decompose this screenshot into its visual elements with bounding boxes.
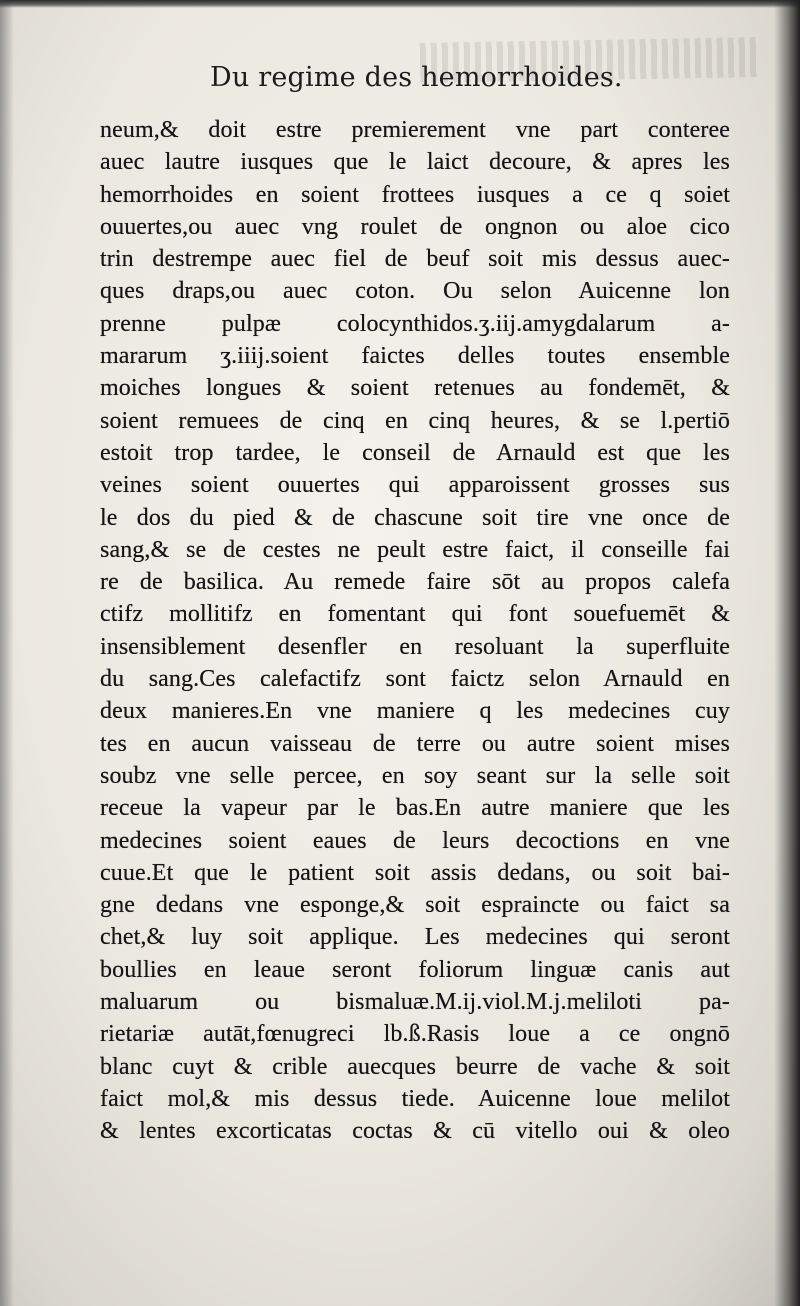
text-line: rietariæ autāt,fœnugreci lb.ß.Rasis loue a ce ongnō [100, 1021, 730, 1048]
text-line: deux manieres.En vne maniere q les medecines cuy [100, 698, 730, 725]
text-line: soubz vne selle percee, en soy seant sur la selle soit [100, 762, 730, 789]
text-line: du sang.Ces calefactifz sont faictz selon Arnauld en [100, 666, 730, 693]
text-line: re de basilica. Au remede faire sōt au propos calefa [100, 569, 730, 596]
text-line: trin destrempe auec fiel de beuf soit mis dessus auec- [100, 246, 730, 273]
text-line: receue la vapeur par le bas.En autre maniere que les [100, 795, 730, 822]
page-gutter-shadow [774, 0, 800, 1306]
text-line: hemorrhoides en soient frottees iusques a ce q soiet [100, 181, 730, 208]
text-line: boullies en leaue seront foliorum linguæ canis aut [100, 956, 730, 983]
text-line: cuue.Et que le patient soit assis dedans, ou soit bai- [100, 859, 730, 886]
text-line: ques draps,ou auec coton. Ou selon Auicenne lon [100, 278, 730, 305]
text-line: & lentes excorticatas coctas & cū vitello oui & oleo [100, 1118, 730, 1145]
text-line: sang,& se de cestes ne peult estre faict, il conseille fai [100, 536, 730, 563]
page-top-edge-shadow [0, 0, 800, 8]
text-line: maluarum ou bismaluæ.M.ij.viol.M.j.meliloti pa- [100, 989, 730, 1016]
text-line: insensiblement desenfler en resoluant la superfluite [100, 633, 730, 660]
text-line: ctifz mollitifz en fomentant qui font souefuemēt & [100, 601, 730, 628]
text-line: gne dedans vne esponge,& soit espraincte ou faict sa [100, 892, 730, 919]
page-left-edge-shadow [0, 0, 14, 1306]
text-line: tes en aucun vaisseau de terre ou autre soient mises [100, 730, 730, 757]
running-head: Du regime des hemorrhoides. [210, 62, 623, 93]
text-line: neum,& doit estre premierement vne part conteree [100, 117, 730, 143]
text-line: faict mol,& mis dessus tiede. Auicenne loue melilot [100, 1085, 730, 1112]
text-line: auec lautre iusques que le laict decoure, & apres les [100, 149, 730, 176]
text-line: soient remuees de cinq en cinq heures, & se l.pertiō [100, 407, 730, 434]
text-line: prenne pulpæ colocynthidos.ʒ.iij.amygdalarum a- [100, 310, 730, 337]
body-text [100, 114, 730, 1148]
text-line: veines soient ouuertes qui apparoissent grosses sus [100, 472, 730, 499]
text-line: le dos du pied & de chascune soit tire vne once de [100, 504, 730, 531]
text-line: mararum ʒ.iiij.soient faictes delles toutes ensemble [100, 343, 730, 370]
text-line: medecines soient eaues de leurs decoctions en vne [100, 827, 730, 854]
text-line: estoit trop tardee, le conseil de Arnauld est que les [100, 439, 730, 466]
text-line: chet,& luy soit applique. Les medecines qui seront [100, 924, 730, 951]
text-line: ouuertes,ou auec vng roulet de ongnon ou aloe cico [100, 213, 730, 240]
text-line: moiches longues & soient retenues au fondemēt, & [100, 375, 730, 402]
text-line: blanc cuyt & crible auecques beurre de vache & soit [100, 1053, 730, 1080]
